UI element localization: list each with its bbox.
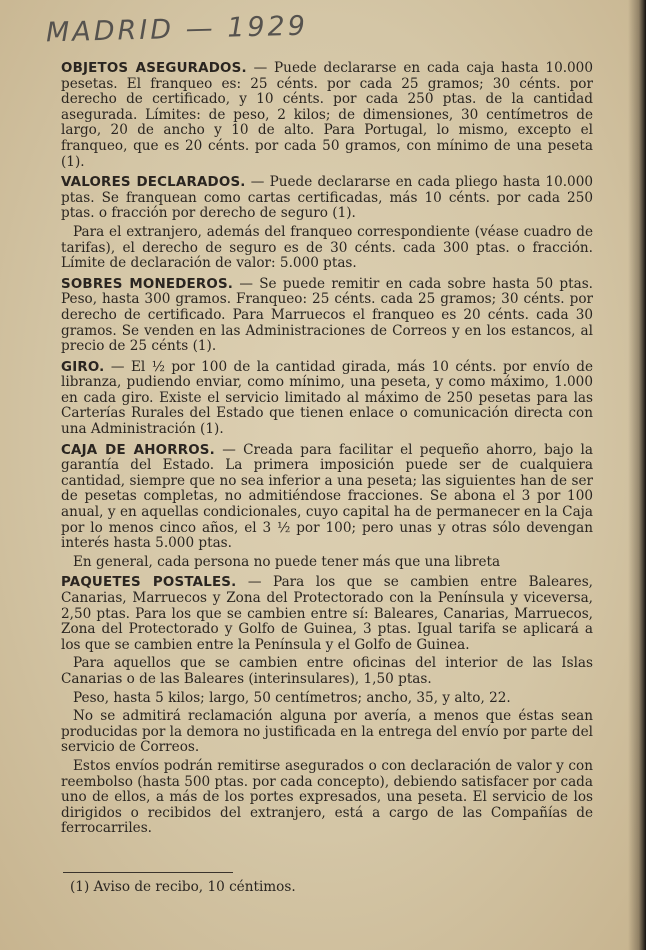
paragraph-text: No se admitirá reclamación alguna por avería, a menos que éstas sean producidas por la demora no justificada en la entrega del envío por parte del servicio de Correos. [61,708,593,756]
section-text: — Creada para facilitar el pequeño ahorro, bajo la garantía del Estado. La primera imposición puede ser de cualquiera cantidad, siempre que no sea inferior a una peseta; las siguientes han de ser de pesetas completas, no admitiéndose fracciones. Se abona el 3 por 100 anual, y en aquellas condicionales, cuyo capital ha de permanecer en la Caja por lo menos cinco años, el 3 ½ por 100; pero unas y otras sólo devengan interés hasta 5.000 ptas. [61,441,594,552]
section-heading: GIRO. [61,359,105,375]
paragraph-text: Peso, hasta 5 kilos; largo, 50 centímetros; ancho, 35, y alto, 22. [73,689,511,706]
paragraph-peso [61,691,593,707]
section-paquetes-postales [61,575,593,653]
footnote-divider [63,872,233,873]
paragraph-extranjero [61,225,593,272]
section-heading: VALORES DECLARADOS. [61,175,246,191]
section-objetos-asegurados [61,61,593,170]
section-heading: CAJA DE AHORROS. [61,442,215,458]
page-edge-shadow [628,0,646,950]
footnote: (1) Aviso de recibo, 10 céntimos. [70,879,296,895]
section-sobres-monederos [61,277,593,355]
handwritten-annotation: MADRID — 1929 [45,10,309,49]
paragraph-interinsulares [61,656,593,687]
paragraph-text: Para aquellos que se cambien entre oficinas del interior de las Islas Canarias o de las Baleares (interinsulares), 1,50 ptas. [61,655,593,687]
paragraph-reclamacion [61,709,593,756]
section-text: — Para los que se cambien entre Baleares, Canarias, Marruecos y Zona del Protectorado con la Península y viceversa, 2,50 ptas. Para los que se cambien entre sí: Baleares, Canarias, Marruecos, Zona del Protectorado y Golfo de Guinea, 3 ptas. Igual tarifa se aplicará a los que se cambien entre la Península y el Golfo de Guinea. [61,574,593,653]
body-text [61,61,593,842]
section-heading: SOBRES MONEDEROS. [61,276,234,292]
paragraph-libreta [61,555,593,571]
section-giro [61,360,593,438]
paragraph-text: En general, cada persona no puede tener más que una libreta [73,553,501,570]
section-valores-declarados [61,175,593,222]
section-heading: PAQUETES POSTALES. [61,575,237,591]
section-heading: OBJETOS ASEGURADOS. [61,61,247,76]
section-text: — El ½ por 100 de la cantidad girada, más 10 cénts. por envío de libranza, pudiendo enviar, como mínimo, una peseta, y como máximo, 1.000 en cada giro. Existe el servicio limitado al máximo de 250 pesetas para las Carterías Rurales del Estado que tienen enlace o comunicación directa con una Administración (1). [61,358,593,438]
paragraph-text: Estos envíos podrán remitirse asegurados o con declaración de valor y con reembolso (hasta 500 ptas. por cada concepto), debiendo satisfacer por cada uno de ellos, a más de los portes expresados, una peseta. El servicio de los dirigidos o recibidos del extranjero, está a cargo de las Compañías de ferrocarriles. [61,757,593,837]
section-text: — Puede declararse en cada caja hasta 10.000 pesetas. El franqueo es: 25 cénts. por cada 25 gramos; 30 cénts. por derecho de certificado, y 10 cénts. por cada 250 ptas. de la cantidad asegurada. Límites: de peso, 2 kilos; de dimensiones, 30 centímetros de largo, 20 de ancho y 10 de alto. Para Portugal, lo mismo, excepto el franqueo, que es 20 cénts. por cada 50 gramos, con mínimo de una peseta (1). [61,60,593,170]
section-caja-de-ahorros [61,443,593,552]
section-text: — Se puede remitir en cada sobre hasta 50 ptas. Peso, hasta 300 gramos. Franqueo: 25 cénts. cada 25 gramos; 30 cénts. por derecho de certificado. Para Marruecos el franqueo es 20 cénts. cada 30 gramos. Se venden en las Administraciones de Correos y en los estancos, al precio de 25 cénts (1). [61,275,593,355]
section-text: — Puede declararse en cada pliego hasta 10.000 ptas. Se franquean como cartas certificadas, más 10 cénts. por cada 250 ptas. o fracción por derecho de seguro (1). [61,174,593,222]
paragraph-text: Para el extranjero, además del franqueo correspondiente (véase cuadro de tarifas), el derecho de seguro es de 30 cénts. cada 300 ptas. o fracción. Límite de declaración de valor: 5.000 ptas. [61,223,593,272]
paragraph-envios [61,759,593,837]
